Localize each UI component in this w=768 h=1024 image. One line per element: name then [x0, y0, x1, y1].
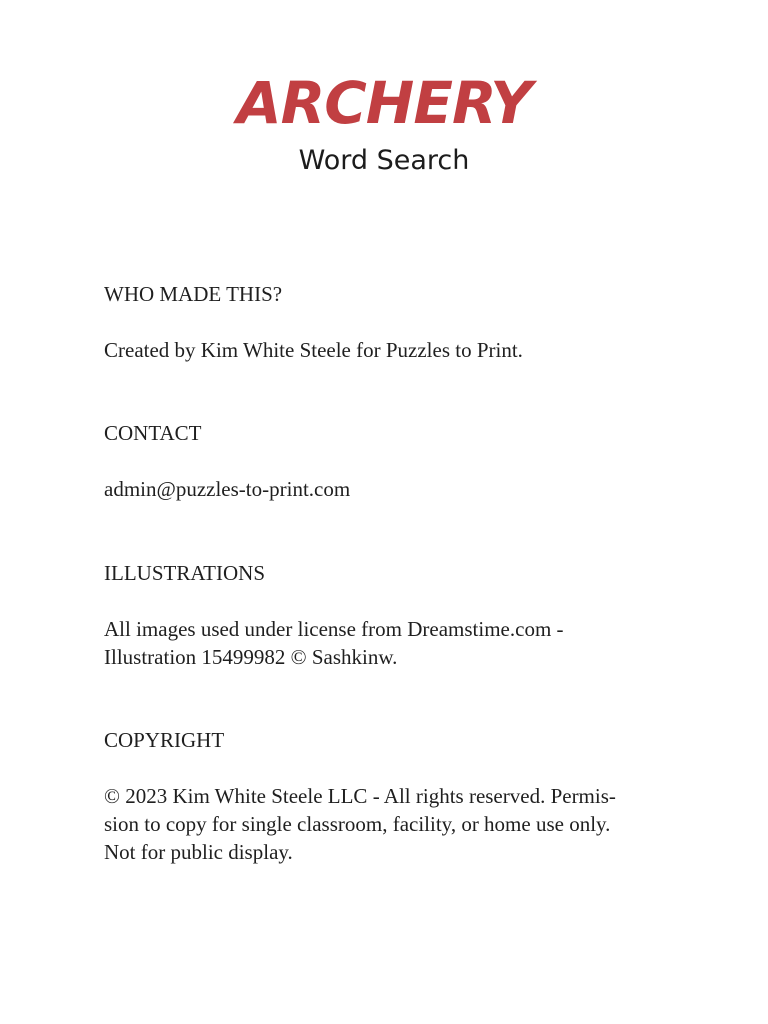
section-text-copyright: [104, 782, 674, 866]
page-title: ARCHERY: [236, 69, 532, 137]
text-line: Not for public display.: [104, 840, 293, 864]
text-line: Illustration 15499982 © Sashkinw.: [104, 645, 398, 669]
text-line: All images used under license from Dreamstime.com -: [104, 617, 564, 641]
section-text-who-made-this: Created by Kim White Steele for Puzzles to Print.: [104, 338, 523, 362]
section-heading-contact: CONTACT: [104, 421, 202, 445]
section-heading-who-made-this: WHO MADE THIS?: [104, 282, 283, 306]
contact-email: admin@puzzles-to-print.com: [104, 477, 351, 501]
section-text-illustrations: [104, 615, 674, 671]
section-heading-illustrations: ILLUSTRATIONS: [104, 561, 265, 585]
text-line: sion to copy for single classroom, facility, or home use only.: [104, 812, 611, 836]
text-line: © 2023 Kim White Steele LLC - All rights reserved. Permis-: [104, 784, 616, 808]
page-subtitle: Word Search: [298, 145, 470, 176]
section-heading-copyright: COPYRIGHT: [104, 728, 225, 752]
